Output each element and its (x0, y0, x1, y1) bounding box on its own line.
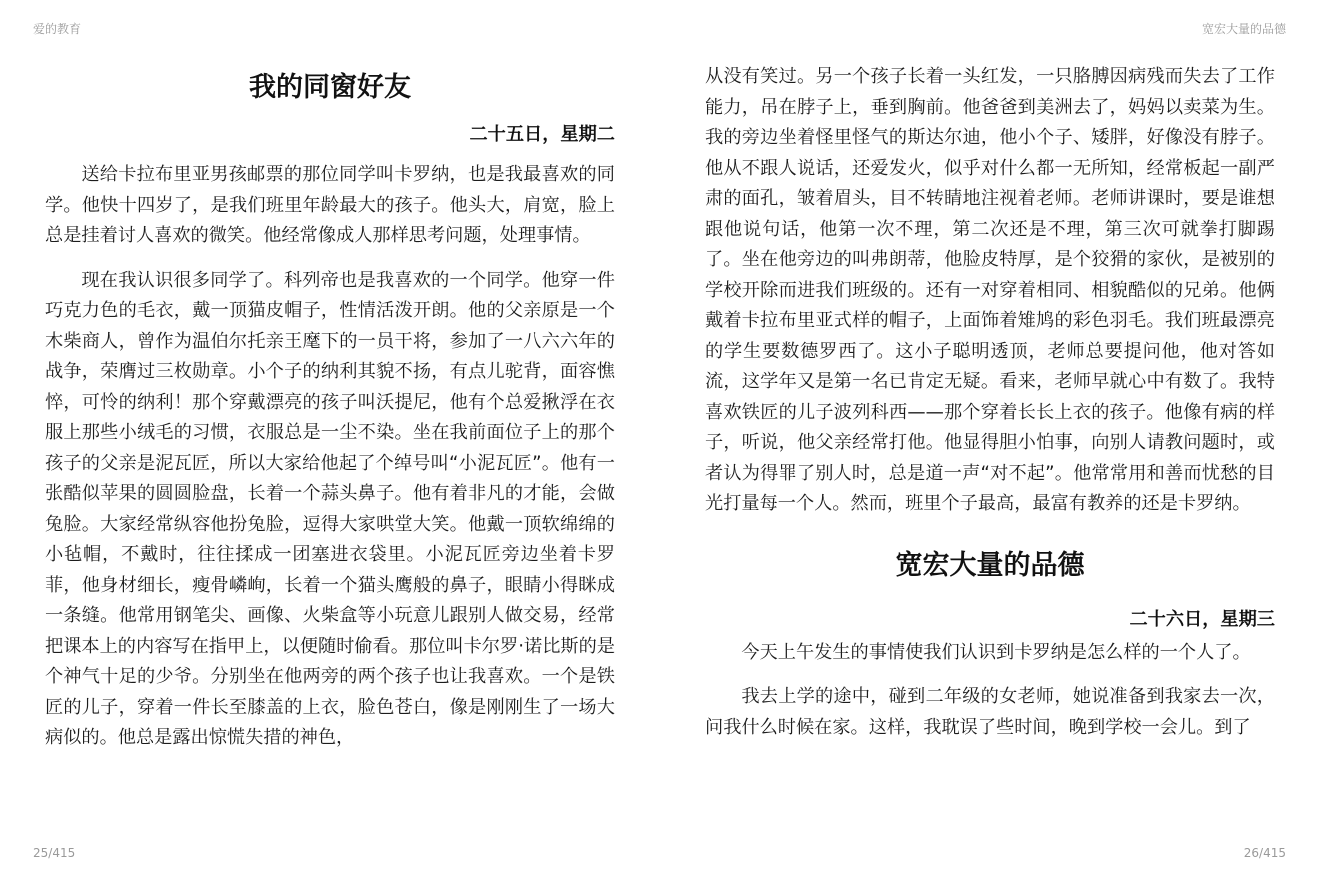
chapter-date: 二十五日，星期二 (469, 124, 615, 145)
paragraph: 今天上午发生的事情使我们认识到卡罗纳是怎么样的一个人了。 (741, 641, 1251, 663)
right-page-content (705, 62, 1275, 757)
paragraph: 现在我认识很多同学了。科列帝也是我喜欢的一个同学。他穿一件巧克力色的毛衣，戴一顶猫皮帽子，性情活泼开朗。他的父亲原是一个木柴商人，曾作为温伯尔托亲王麾下的一员干将，参加了一八六六年的战争，荣膺过三枚勋章。小个子的纳利其貌不扬，有点儿驼背，面容憔悴，可怜的纳利！那个穿戴漂亮的孩子叫沃提尼，他有个总爱揪浮在衣服上那些小绒毛的习惯，衣服总是一尘不染。坐在我前面位子上的那个孩子的父亲是泥瓦匠，所以大家给他起了个绰号叫“小泥瓦匠”。他有一张酷似苹果的圆圆脸盘，长着一个蒜头鼻子。他有着非凡的才能，会做兔脸。大家经常纵容他扮兔脸，逗得大家哄堂大笑。他戴一顶软绵绵的小毡帽，不戴时，往往揉成一团塞进衣袋里。小泥瓦匠旁边坐着卡罗菲，他身材细长，瘦骨嶙峋，长着一个猫头鹰般的鼻子，眼睛小得眯成一条缝。他常用钢笔尖、画像、火柴盒等小玩意儿跟别人做交易，经常把课本上的内容写在指甲上，以便随时偷看。那位叫卡尔罗·诺比斯的是个神气十足的少爷。分别坐在他两旁的两个孩子也让我喜欢。一个是铁匠的儿子，穿着一件长至膝盖的上衣，脸色苍白，像是刚刚生了一场大病似的。他总是露出惊慌失措的神色， (45, 269, 615, 748)
running-header-book-title: 爱的教育 (33, 22, 82, 36)
chapter-date: 二十六日，星期三 (1129, 608, 1275, 630)
paragraph: 送给卡拉布里亚男孩邮票的那位同学叫卡罗纳，也是我最喜欢的同学。他快十四岁了，是我们班里年龄最大的孩子。他头大，肩宽，脸上总是挂着讨人喜欢的微笑。他经常像成人那样思考问题，处理事情。 (45, 164, 615, 246)
paragraph: 我去上学的途中，碰到二年级的女老师，她说准备到我家去一次，问我什么时候在家。这样，我耽误了些时间，晚到学校一会儿。到了 (705, 686, 1275, 738)
page-number-left: 25/415 (33, 846, 76, 860)
paragraph-continuation: 从没有笑过。另一个孩子长着一头红发，一只胳膊因病残而失去了工作能力，吊在脖子上，垂到胸前。他爸爸到美洲去了，妈妈以卖菜为生。我的旁边坐着怪里怪气的斯达尔迪，他小个子、矮胖，好像没有脖子。他从不跟人说话，还爱发火，似乎对什么都一无所知，经常板起一副严肃的面孔，皱着眉头，目不转睛地注视着老师。老师讲课时，要是谁想跟他说句话，他第一次不理，第二次还是不理，第三次可就拳打脚踢了。坐在他旁边的叫弗朗蒂，他脸皮特厚，是个狡猾的家伙，是被别的学校开除而进我们班级的。还有一对穿着相同、相貌酷似的兄弟。他俩戴着卡拉布里亚式样的帽子，上面饰着雉鸠的彩色羽毛。我们班最漂亮的学生要数德罗西了。这小子聪明透顶，老师总要提问他，他对答如流，这学年又是第一名已肯定无疑。看来，老师早就心中有数了。我特喜欢铁匠的儿子波列科西——那个穿着长长上衣的孩子。他像有病的样子，听说，他父亲经常打他。他显得胆小怕事，向别人请教问题时，或者认为得罪了别人时，总是道一声“对不起”。他常常用和善而忧愁的目光打量每一个人。然而，班里个子最高，最富有教养的还是卡罗纳。 (705, 66, 1275, 514)
left-page-content (45, 60, 615, 768)
running-header-chapter-title: 宽宏大量的品德 (1201, 22, 1286, 36)
chapter-title: 我的同窗好友 (249, 72, 411, 103)
page-number-right: 26/415 (1243, 846, 1286, 860)
chapter-title: 宽宏大量的品德 (895, 549, 1085, 581)
